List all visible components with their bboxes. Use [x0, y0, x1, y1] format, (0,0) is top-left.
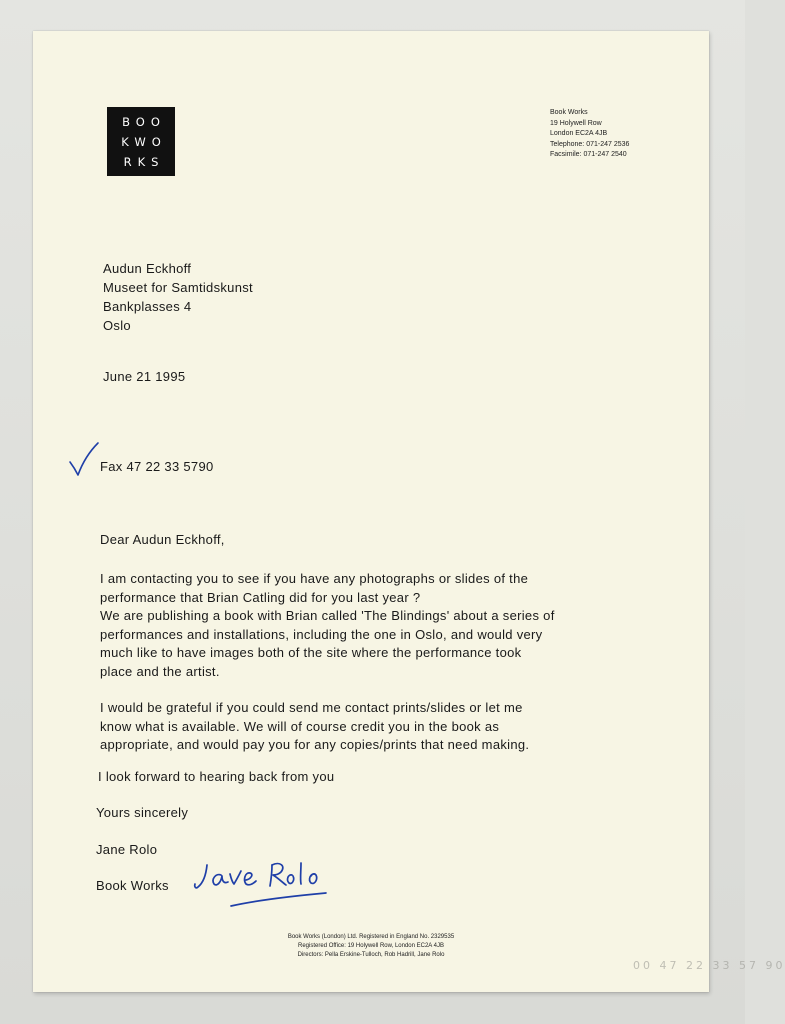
recipient-line: Bankplasses 4 — [103, 299, 192, 314]
sender-line: London EC2A 4JB — [550, 130, 608, 137]
recipient-line: Audun Eckhoff — [103, 261, 192, 276]
pencil-annotation: 00 47 22 33 57 90 — [633, 959, 785, 972]
recipient-line: Museet for Samtidskunst — [103, 280, 253, 295]
checkmark-icon — [68, 442, 100, 478]
body-line: know what is available. We will of course credit you in the book as — [100, 718, 500, 734]
body-paragraph-2 — [100, 699, 529, 755]
body-line: much like to have images both of the site where the performance took — [100, 645, 522, 661]
letter-page — [33, 31, 785, 992]
sender-line: 19 Holywell Row — [550, 119, 602, 127]
logo-row: KWO — [121, 134, 167, 149]
book-works-logo — [107, 107, 175, 176]
salutation: Dear Audun Eckhoff, — [100, 532, 225, 547]
letter-footer — [33, 933, 709, 960]
recipient-address — [103, 259, 253, 335]
closing: Yours sincerely — [96, 805, 189, 820]
body-line: place and the artist. — [100, 663, 220, 679]
footer-line: Registered Office: 19 Holywell Row, London EC2A 4JB — [298, 943, 444, 949]
footer-line: Book Works (London) Ltd. Registered in England No. 2329535 — [287, 934, 455, 940]
body-line: performances and installations, including the one in Oslo, and would very — [100, 626, 543, 642]
body-paragraph-3: I look forward to hearing back from you — [98, 769, 335, 784]
sender-line: Facsimile: 071-247 2540 — [550, 151, 627, 158]
sender-line: Telephone: 071-247 2536 — [550, 140, 630, 148]
body-line: I am contacting you to see if you have any photographs or slides of the — [100, 571, 529, 586]
body-line: performance that Brian Catling did for you last year ? — [100, 589, 421, 605]
footer-line: Directors: Pella Erskine-Tulloch, Rob Hadrill, Jane Rolo — [297, 952, 445, 958]
sender-address — [550, 108, 629, 161]
fax-number: Fax 47 22 33 5790 — [100, 459, 214, 474]
logo-row: RKS — [123, 154, 165, 169]
recipient-line: Oslo — [103, 318, 131, 333]
logo-row: BOO — [122, 114, 166, 129]
signer-organization: Book Works — [96, 878, 169, 893]
body-line: appropriate, and would pay you for any copies/prints that need making. — [100, 737, 530, 753]
letter-date: June 21 1995 — [103, 369, 186, 384]
body-line: I would be grateful if you could send me contact prints/slides or let me — [100, 700, 523, 715]
body-paragraph-1 — [100, 570, 555, 682]
handwritten-signature — [193, 853, 343, 923]
sender-line: Book Works — [550, 109, 588, 116]
body-line: We are publishing a book with Brian called 'The Blindings' about a series of — [100, 608, 555, 624]
signer-name: Jane Rolo — [96, 842, 158, 857]
